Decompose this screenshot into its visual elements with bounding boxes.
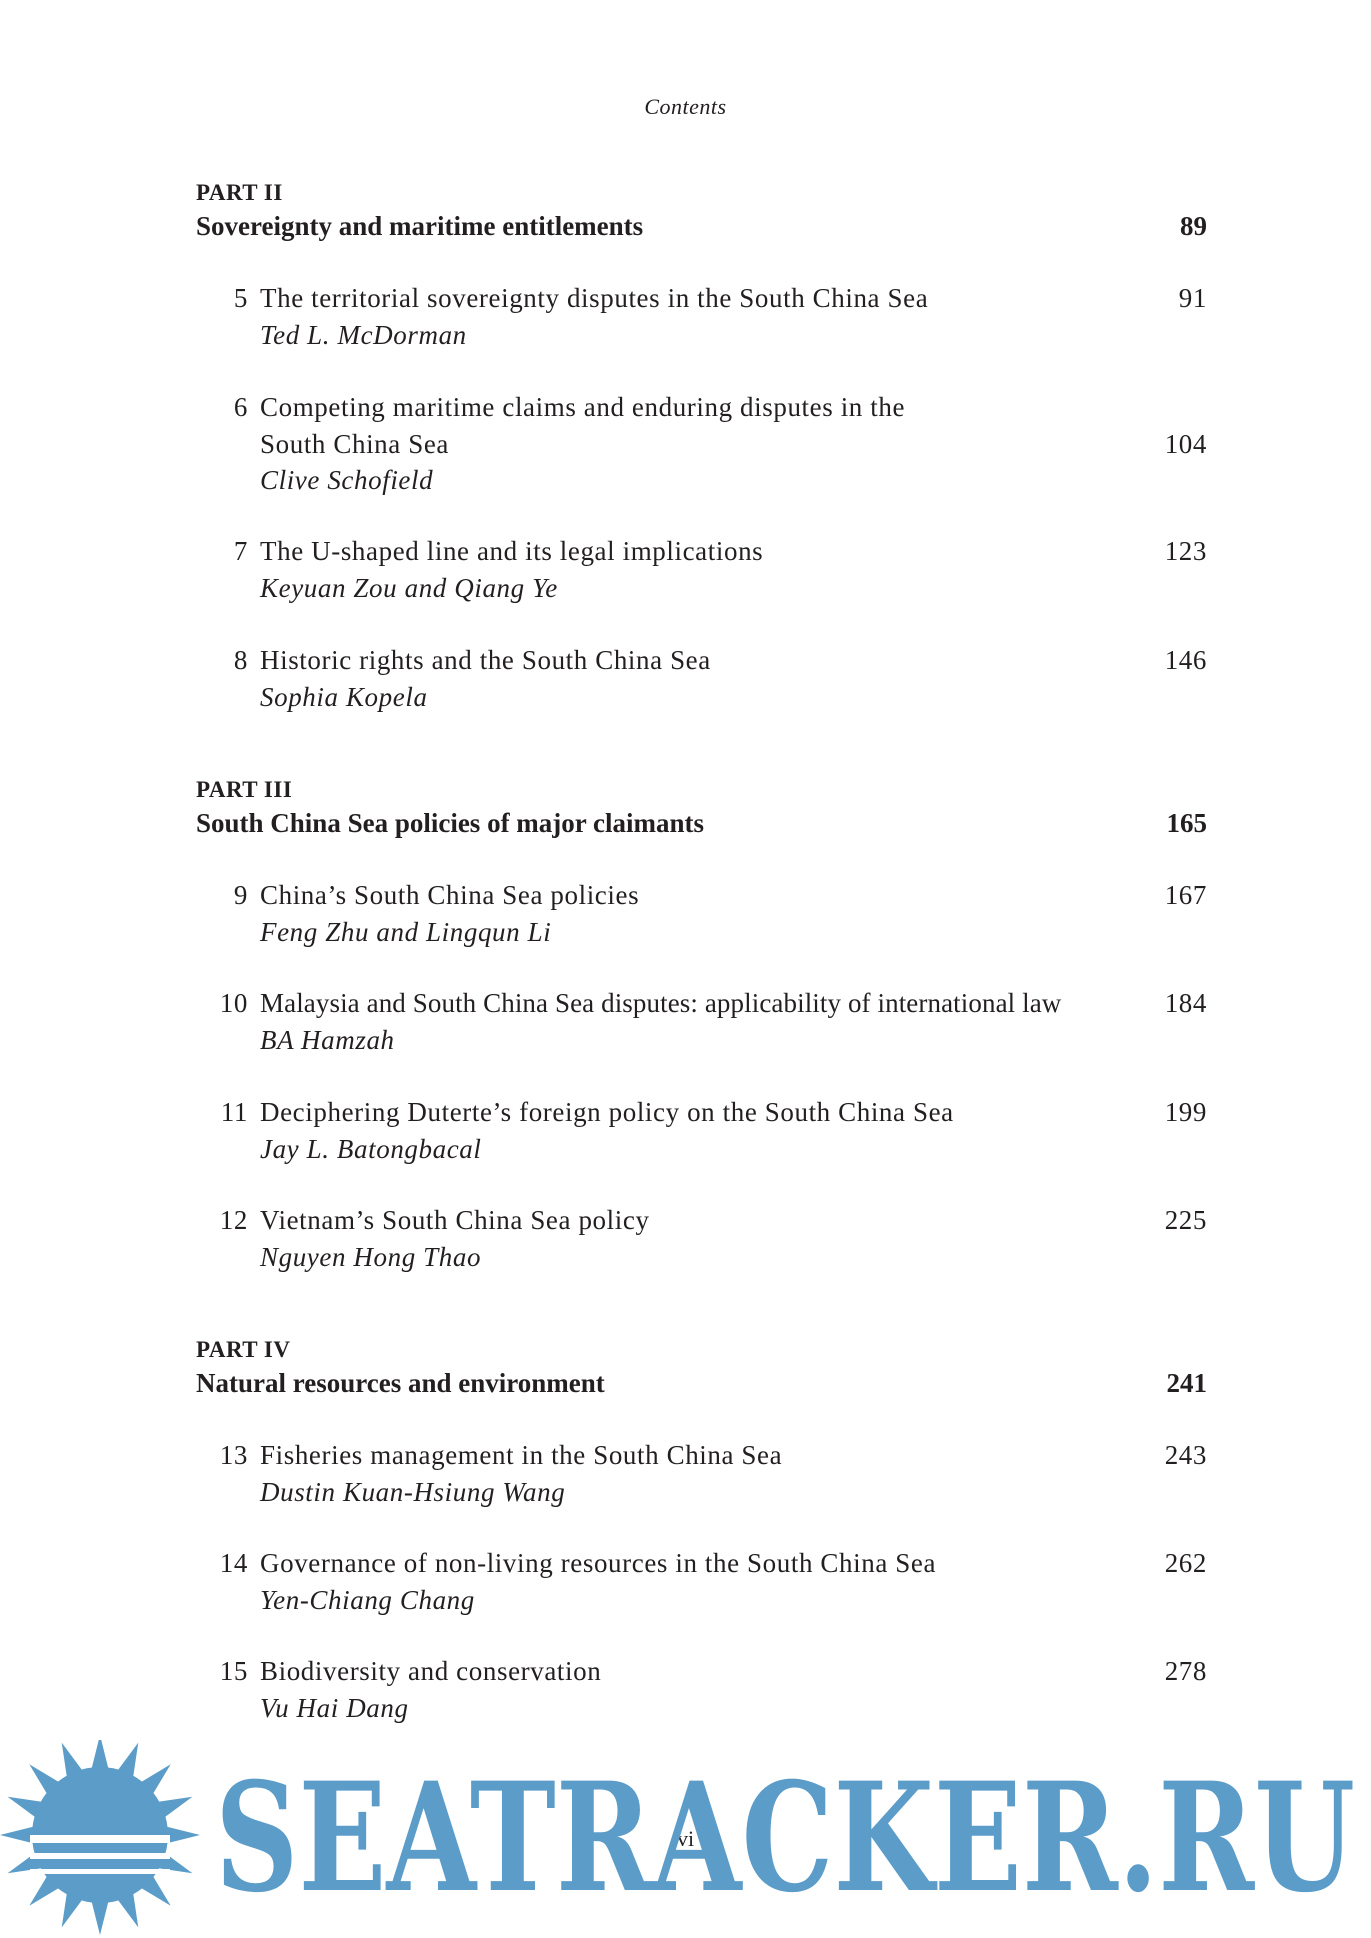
- chapter-title: The U-shaped line and its legal implications: [260, 536, 764, 566]
- watermark: [0, 1740, 1371, 1938]
- chapter-title-line2: South China Sea: [260, 428, 449, 459]
- part-section: [196, 178, 1207, 244]
- chapter-number: 14: [219, 1548, 248, 1578]
- chapter-author: Jay L. Batongbacal: [260, 1133, 482, 1164]
- chapter-author: Yen-Chiang Chang: [260, 1584, 475, 1615]
- chapter-title: Vietnam’s South China Sea policy: [260, 1205, 650, 1235]
- part-title-row[interactable]: [196, 1365, 1207, 1401]
- chapter-number: 13: [219, 1440, 248, 1470]
- chapter-title: Fisheries management in the South China Sea: [260, 1440, 783, 1470]
- sun-icon: [0, 1740, 200, 1935]
- chapter-entry[interactable]: [196, 1437, 1207, 1510]
- chapter-entry[interactable]: [196, 533, 1207, 606]
- chapter-entry[interactable]: [196, 1094, 1207, 1167]
- chapter-page: 91: [1178, 283, 1207, 313]
- part-title: Sovereignty and maritime entitlements: [196, 211, 644, 241]
- running-head: Contents: [644, 94, 727, 119]
- part-section: [196, 1335, 1207, 1401]
- chapter-entry[interactable]: [196, 389, 1207, 499]
- chapter-page: 167: [1164, 880, 1207, 910]
- part-label: PART IV: [196, 1337, 291, 1362]
- part-label: PART III: [196, 777, 293, 802]
- chapter-entry[interactable]: [196, 1653, 1207, 1726]
- chapter-author: Feng Zhu and Lingqun Li: [260, 916, 552, 947]
- chapter-author: Dustin Kuan-Hsiung Wang: [260, 1476, 566, 1507]
- chapter-entry[interactable]: [196, 877, 1207, 950]
- chapter-page: 243: [1164, 1440, 1207, 1470]
- part-title-row[interactable]: [196, 805, 1207, 841]
- chapter-page: 146: [1164, 645, 1207, 675]
- chapter-title: The territorial sovereignty disputes in the South China Sea: [260, 283, 929, 313]
- chapter-page: 225: [1164, 1205, 1207, 1235]
- chapter-title: Governance of non-living resources in the South China Sea: [260, 1548, 937, 1578]
- chapter-title: China’s South China Sea policies: [260, 880, 640, 910]
- part-section: [196, 775, 1207, 841]
- chapter-number: 15: [219, 1656, 248, 1686]
- chapter-entry[interactable]: [196, 1202, 1207, 1275]
- chapter-number: 5: [233, 283, 248, 313]
- chapter-number: 11: [220, 1097, 248, 1127]
- chapter-number: 9: [233, 880, 248, 910]
- part-title-row[interactable]: [196, 208, 1207, 244]
- chapter-page: 199: [1164, 1097, 1207, 1127]
- chapter-author: Ted L. McDorman: [260, 319, 467, 350]
- chapter-author: Clive Schofield: [260, 465, 434, 495]
- chapter-number: 10: [219, 988, 248, 1018]
- part-page: 165: [1166, 808, 1207, 838]
- page-folio: vi: [676, 1826, 695, 1851]
- part-title: Natural resources and environment: [196, 1368, 605, 1398]
- chapter-entry[interactable]: [196, 642, 1207, 715]
- chapter-author: Nguyen Hong Thao: [260, 1241, 482, 1272]
- chapter-page: 184: [1164, 988, 1207, 1018]
- chapter-title: Biodiversity and conservation: [260, 1656, 602, 1686]
- chapter-entry[interactable]: [196, 985, 1207, 1058]
- chapter-title: Deciphering Duterte’s foreign policy on the South China Sea: [260, 1097, 954, 1127]
- chapter-title-line1: Competing maritime claims and enduring disputes in the: [260, 392, 906, 422]
- chapter-number: 6: [233, 392, 248, 422]
- chapter-title: Historic rights and the South China Sea: [260, 645, 711, 675]
- chapter-number: 8: [233, 645, 248, 675]
- watermark-text: SEATRACKER.RU: [215, 1750, 1355, 1926]
- chapter-author: Vu Hai Dang: [260, 1692, 409, 1723]
- chapter-page: 278: [1164, 1656, 1207, 1686]
- chapter-page: 123: [1164, 536, 1207, 566]
- chapter-number: 7: [233, 536, 248, 566]
- chapter-title: Malaysia and South China Sea disputes: applicability of international law: [260, 988, 1062, 1018]
- chapter-page: 104: [1164, 428, 1207, 459]
- chapter-author: Sophia Kopela: [260, 681, 428, 712]
- chapter-number: 12: [219, 1205, 248, 1235]
- chapter-author: BA Hamzah: [260, 1024, 395, 1055]
- part-label: PART II: [196, 180, 283, 205]
- part-title: South China Sea policies of major claimants: [196, 808, 705, 838]
- chapter-page: 262: [1164, 1548, 1207, 1578]
- chapter-entry[interactable]: [196, 280, 1207, 353]
- part-page: 89: [1180, 211, 1207, 241]
- chapter-author: Keyuan Zou and Qiang Ye: [260, 572, 558, 603]
- part-page: 241: [1166, 1368, 1207, 1398]
- chapter-entry[interactable]: [196, 1545, 1207, 1618]
